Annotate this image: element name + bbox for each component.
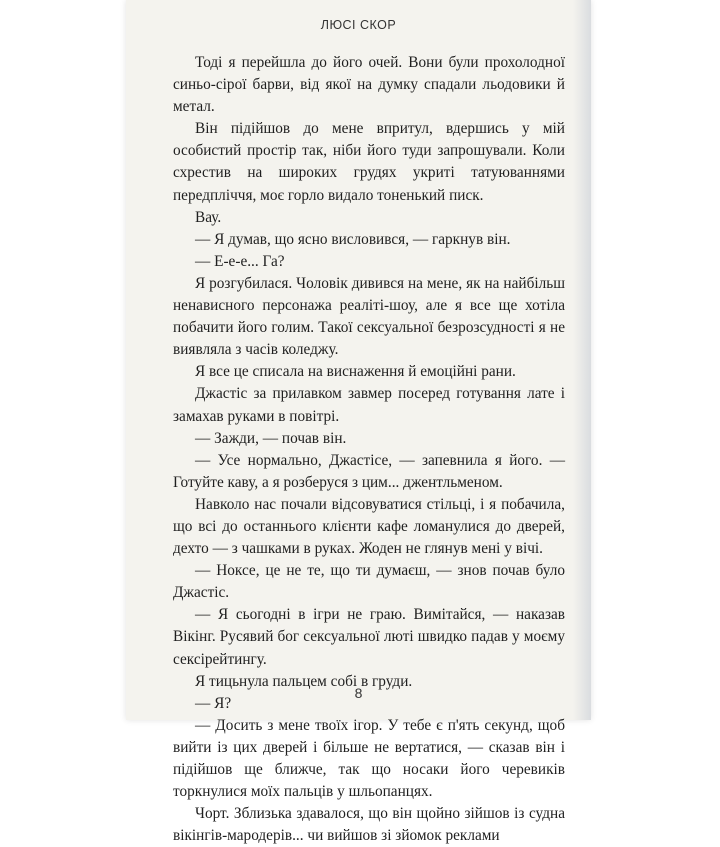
paragraph: — Е-е-е... Га? xyxy=(195,252,285,270)
paragraph: — Я? xyxy=(195,694,232,712)
page-number: 8 xyxy=(354,685,363,701)
body-text xyxy=(173,52,565,847)
paragraph: Я тицьнула пальцем собі в груди. xyxy=(195,672,413,690)
paragraph: — Зажди, — почав він. xyxy=(195,429,347,447)
book-page xyxy=(126,0,591,845)
paragraph: — Досить з мене твоїх ігор. У тебе є п'ять секунд, щоб вийти із цих дверей і більше не вертатися, — сказав він і підійшов ще ближче, так що носаки його черевиків торкнулися моїх пальців у шльопанцях. xyxy=(173,716,565,801)
paragraph: Я все це списала на виснаження й емоційні рани. xyxy=(195,363,516,381)
paragraph: Чорт. Зблизька здавалося, що він щойно зійшов із судна вікінгів-мародерів... чи вийшов зі зйомок реклами xyxy=(173,805,565,845)
paragraph: — Я сьогодні в ігри не граю. Вимітайся, — наказав Вікінг. Русявий бог сексуальної люті швидко падав у моєму сексірейтингу. xyxy=(173,606,565,668)
paragraph: Я розгубилася. Чоловік дивився на мене, як на найбільш ненависного персонажа реаліті-шоу, але я все ще хотіла побачити його голим. Такої сексуальної безрозсудності я не виявляла з часів коледжу. xyxy=(173,274,565,359)
paragraph: Тоді я перейшла до його очей. Вони були прохолодної синьо-сірої барви, від якої на думку спадали льодовики й метал. xyxy=(173,54,565,116)
paragraph: — Я думав, що ясно висловився, — гаркнув він. xyxy=(195,230,511,248)
paragraph: Навколо нас почали відсовуватися стільці, і я побачила, що всі до останнього клієнти кафе ломанулися до дверей, дехто — з чашками в руках. Жоден не глянув мені у вічі. xyxy=(173,495,565,558)
paragraph: — Ноксе, це не те, що ти думаєш, — знов почав було Джастіс. xyxy=(173,562,565,602)
paragraph: Вау. xyxy=(195,208,222,226)
paragraph: — Усе нормально, Джастісе, — запевнила я його. — Готуйте каву, а я розберуся з цим... джентльменом. xyxy=(173,451,565,491)
running-head: ЛЮСІ СКОР xyxy=(320,18,397,32)
paragraph: Він підійшов до мене впритул, вдершись у мій особистий простір так, ніби його туди запрошували. Коли схрестив на широких грудях укриті татуюваннями передпліччя, моє горло видало тоненький писк. xyxy=(173,120,565,204)
paragraph: Джастіс за прилавком завмер посеред готування лате і замахав руками в повітрі. xyxy=(173,385,565,425)
